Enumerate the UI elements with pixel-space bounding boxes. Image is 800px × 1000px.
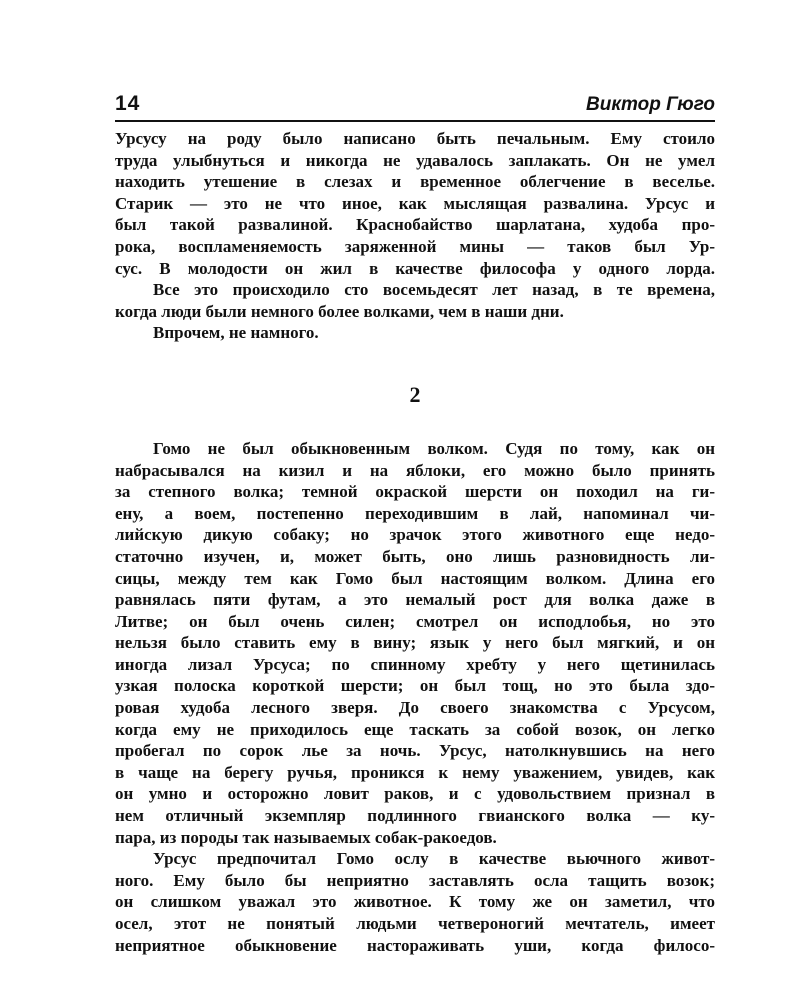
text-line: неприятное обыкновение настораживать уши, когда филосо- xyxy=(115,935,715,955)
page-number: 14 xyxy=(115,92,141,115)
text-line: сицы, между тем как Гомо был настоящим волком. Длина его xyxy=(115,568,715,588)
text-line: когда ему не приходилось еще таскать за собой возок, он легко xyxy=(115,719,715,739)
text-line: нем отличный экземпляр подлинного гвианского волка — ку- xyxy=(115,806,715,826)
running-head xyxy=(115,90,715,116)
text-line: пара, из породы так называемых собак-ракоедов. xyxy=(115,827,497,847)
text-line: иногда лизал Урсуса; по спинному хребту у него щетинилась xyxy=(115,654,715,674)
text-line: рока, воспламеняемость заряженной мины — таков был Ур- xyxy=(115,236,715,256)
text-line: равнялась пяти футам, а это немалый рост для волка даже в xyxy=(115,590,715,610)
author-name: Виктор Гюго xyxy=(586,94,715,115)
text-line: ену, а воем, постепенно переходившим в лай, напоминал чи- xyxy=(115,503,715,523)
text-line: Литве; он был очень силен; смотрел он исподлобья, но это xyxy=(115,611,715,631)
text-line: ровая худоба лесного зверя. До своего знакомства с Урсусом, xyxy=(115,698,715,718)
paragraph-intro-2 xyxy=(115,279,715,322)
text-line: Старик — это не что иное, как мыслящая развалина. Урсус и xyxy=(115,193,715,213)
text-line: нельзя было ставить ему в вину; язык у него был мягкий, и он xyxy=(115,633,715,653)
text-line: Урсусу на роду было написано быть печальным. Ему стоило xyxy=(115,129,715,148)
text-line: ного. Ему было бы неприятно заставлять осла тащить возок; xyxy=(115,870,715,890)
paragraph-homo-2 xyxy=(115,848,715,956)
text-line: был такой развалиной. Краснобайство шарлатана, худоба про- xyxy=(115,215,715,235)
text-line: осел, этот не понятый людьми четвероногий мечтатель, имеет xyxy=(115,914,715,933)
paragraph-intro-1 xyxy=(115,128,715,279)
book-page xyxy=(115,90,715,956)
text-line: Все это происходило сто восемьдесят лет назад, в те времена, xyxy=(153,280,715,300)
text-line: за степного волка; темной окраской шерсти он походил на ги- xyxy=(115,482,715,502)
text-line: труда улыбнуться и никогда не удавалось заплакать. Он не умел xyxy=(115,150,715,170)
text-line: Впрочем, не намного. xyxy=(153,323,319,343)
header-rule xyxy=(115,120,715,122)
text-line: набрасывался на кизил и на яблоки, его можно было принять xyxy=(115,460,715,480)
text-line: когда люди были немного более волками, чем в наши дни. xyxy=(115,301,564,321)
text-line: лийскую дикую собаку; но зрачок этого животного еще недо- xyxy=(115,525,715,545)
text-line: узкая полоска короткой шерсти; он был тощ, но это была здо- xyxy=(115,676,715,696)
paragraph-intro-3 xyxy=(115,322,715,344)
text-line: статочно изучен, и, может быть, оно лишь разновидность ли- xyxy=(115,546,715,566)
text-line: пробегал по сорок лье за ночь. Урсус, натолкнувшись на него xyxy=(115,741,715,761)
text-line: находить утешение в слезах и временное облегчение в веселье. xyxy=(115,172,715,192)
text-line: Урсус предпочитал Гомо ослу в качестве вьючного живот- xyxy=(153,849,715,869)
text-line: он умно и осторожно ловит раков, и с удовольствием признал в xyxy=(115,784,715,804)
text-line: Гомо не был обыкновенным волком. Судя по тому, как он xyxy=(153,438,715,458)
text-line: в чаще на берегу ручья, проникся к нему уважением, увидев, как xyxy=(115,762,715,782)
paragraph-homo-1 xyxy=(115,438,715,848)
text-line: сус. В молодости он жил в качестве философа у одного лорда. xyxy=(115,258,715,278)
chapter-number: 2 xyxy=(409,381,421,407)
text-line: он слишком уважал это животное. К тому же он заметил, что xyxy=(115,892,715,912)
